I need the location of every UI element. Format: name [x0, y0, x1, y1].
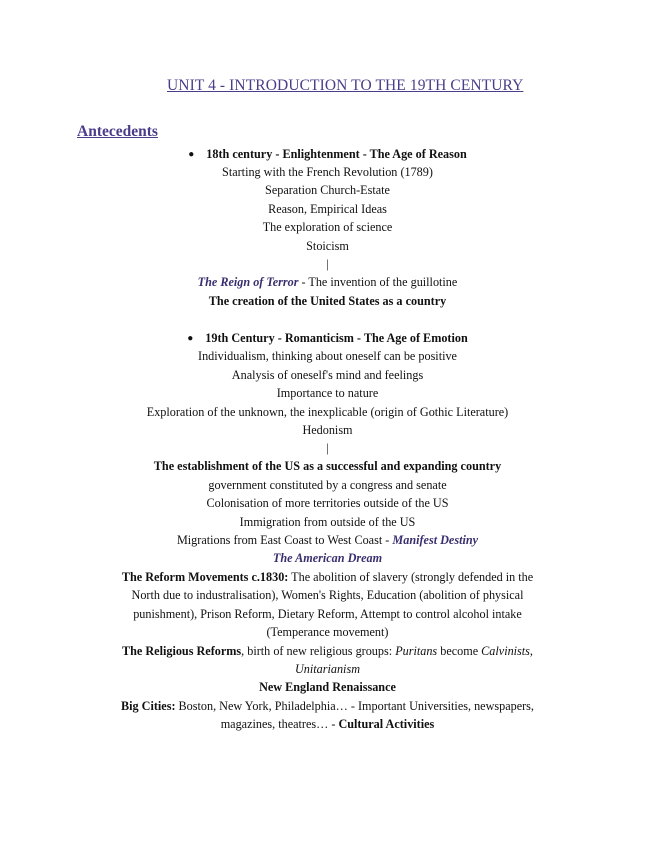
- text-line: Importance to nature: [276, 386, 379, 400]
- separator-bar: |: [326, 441, 329, 455]
- new-england-renaissance-line: New England Renaissance: [259, 680, 396, 694]
- text-line: Immigration from outside of the US: [239, 515, 416, 529]
- reform-line-4: (Temperance movement): [266, 625, 389, 639]
- big-cities-line-1: Big Cities: Boston, New York, Philadelphia… - Important Universities, newspapers,: [121, 699, 534, 713]
- text-line: Individualism, thinking about oneself can be positive: [198, 349, 457, 363]
- text-line: Reason, Empirical Ideas: [268, 202, 387, 216]
- bullet-icon: ●: [188, 149, 195, 160]
- reign-of-terror-line: The Reign of Terror - The invention of the guillotine: [197, 275, 458, 289]
- creation-line: The creation of the United States as a country: [208, 294, 447, 308]
- text-line: Hedonism: [302, 423, 353, 437]
- separator-bar: |: [326, 257, 329, 271]
- text-line: Starting with the French Revolution (1789): [222, 165, 433, 179]
- migrations-line: Migrations from East Coast to West Coast - Manifest Destiny: [176, 533, 479, 547]
- reform-line-3: punishment), Prison Reform, Dietary Reform, Attempt to control alcohol intake: [133, 607, 522, 621]
- text-line: Exploration of the unknown, the inexplicable (origin of Gothic Literature): [146, 405, 509, 419]
- reform-line-1: The Reform Movements c.1830: The abolition of slavery (strongly defended in the: [121, 570, 534, 584]
- text-line: The exploration of science: [262, 220, 393, 234]
- unitarianism-line: Unitarianism: [294, 662, 360, 676]
- text-line: Stoicism: [306, 239, 349, 253]
- reform-line-2: North due to industralisation), Women's Rights, Education (abolition of physical: [131, 588, 524, 602]
- text-line: Colonisation of more territories outside of the US: [206, 496, 449, 510]
- bullet-icon: ●: [187, 333, 194, 344]
- big-cities-line-2: magazines, theatres… - Cultural Activities: [220, 717, 435, 731]
- page-title: UNIT 4 - INTRODUCTION TO THE 19TH CENTURY: [167, 77, 524, 94]
- establishment-line: The establishment of the US as a successful and expanding country: [153, 459, 502, 473]
- bullet-heading-19th-century: ● 19th Century - Romanticism - The Age of Emotion: [60, 329, 595, 348]
- text-line: Analysis of oneself's mind and feelings: [231, 368, 424, 382]
- american-dream-line: The American Dream: [272, 551, 383, 565]
- bullet-heading-18th-century: ● 18th century - Enlightenment - The Age of Reason: [60, 145, 595, 164]
- text-line: Separation Church-Estate: [265, 183, 390, 197]
- religious-reforms-line: The Religious Reforms, birth of new religious groups: Puritans become Calvinists,: [122, 644, 533, 658]
- text-line: government constituted by a congress and senate: [208, 478, 447, 492]
- section-heading-antecedents: Antecedents: [77, 123, 158, 140]
